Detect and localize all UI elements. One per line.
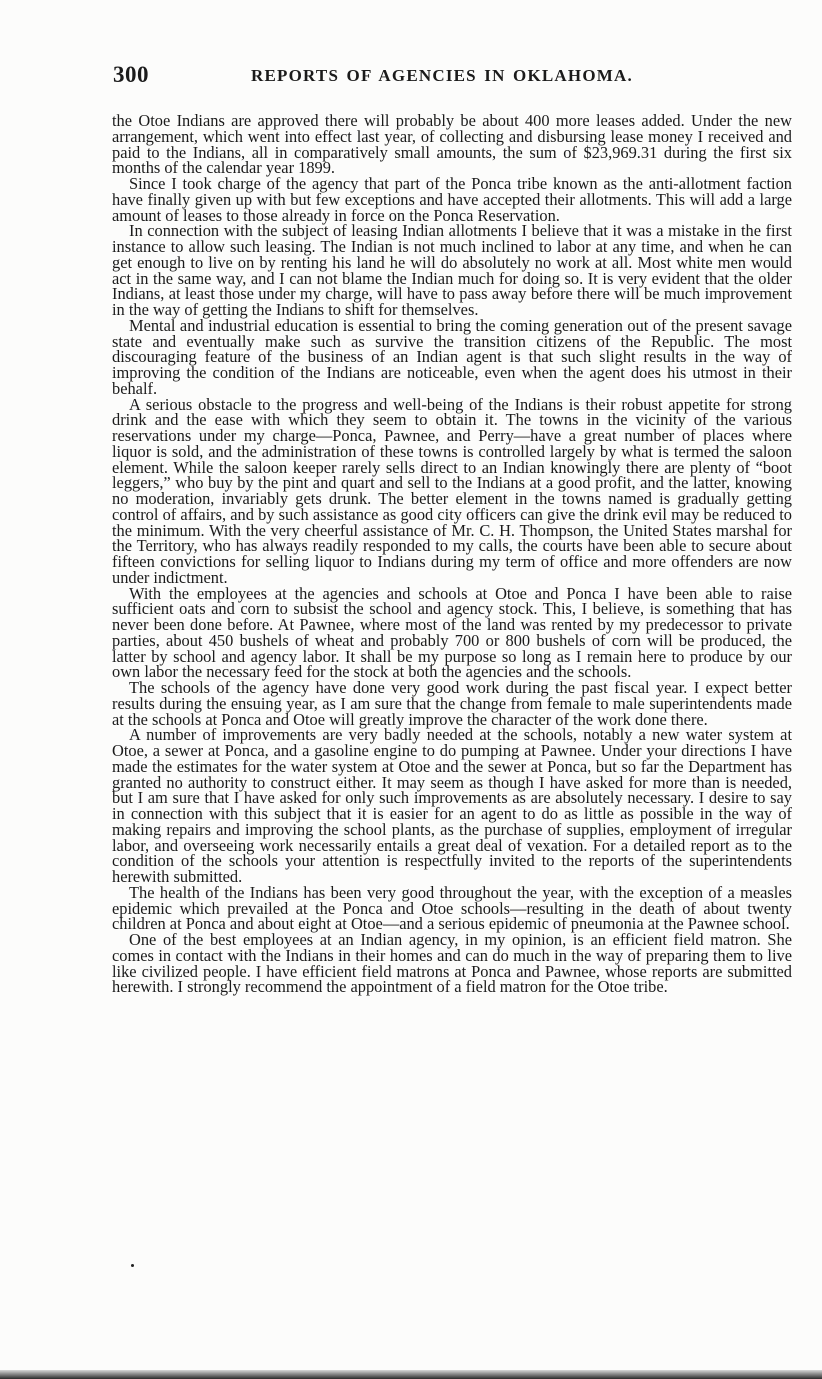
scan-bottom-edge	[0, 1370, 822, 1379]
paragraph-leasing-mistake: In connection with the subject of leasing Indian allotments I believe that it was a mistake in the first instance to allow such leasing. The Indian is not much inclined to labor at any time, and when he can get enough to live on by renting his land he will do absolutely no work at all. Most white men would act in the same way, and I can not blame the Indian much for doing so. It is very evident that the older Indians, at least those under my charge, will have to pass away before there will be much improvement in the way of getting the Indians to shift for themselves.	[112, 221, 792, 319]
paragraph-education: Mental and industrial education is essential to bring the coming generation out of the present savage state and eventually make such as survive the transition citizens of the Republic. The most discouraging feature of the business of an Indian agent is that such slight results in the way of improving the condition of the Indians are noticeable, even when the agent does his utmost in their behalf.	[112, 315, 792, 398]
paragraph-health: The health of the Indians has been very good throughout the year, with the exception of a measles epidemic which prevailed at the Ponca and Otoe schools—resulting in the death of about twenty children at Ponca and about eight at Otoe—and a serious epidemic of pneumonia at the Pawnee school.	[112, 882, 792, 934]
paragraph-schools: The schools of the agency have done very good work during the past fiscal year. I expect better results during the ensuing year, as I am sure that the change from female to male superintendents made at the schools at Ponca and Otoe will greatly improve the character of the work done there.	[112, 678, 792, 729]
paragraph-field-matron: One of the best employees at an Indian agency, in my opinion, is an efficient field matron. She comes in contact with the Indians in their homes and can do much in the way of preparing them to live like civilized people. I have efficient field matrons at Ponca and Pawnee, whose reports are submitted herewith. I strongly recommend the appointment of a field matron for the Otoe tribe.	[112, 930, 792, 997]
paragraph-leases-continued: the Otoe Indians are approved there will probably be about 400 more leases added. Under the new arrangement, which went into effect last year, of collecting and disbursing lease money I received and paid to the Indians, all in comparatively small amounts, the sum of $23,969.31 during the first six months of the calendar year 1899.	[112, 111, 792, 178]
paragraph-improvements: A number of improvements are very badly needed at the schools, notably a new water system at Otoe, a sewer at Ponca, and a gasoline engine to do pumping at Pawnee. Under your directions I have made the estimates for the water system at Otoe and the sewer at Ponca, but so far the Department has granted no authority to construct either. It may seem as though I have asked for more than is needed, but I am sure that I have asked for only such improvements as are absolutely necessary. I desire to say in connection with this subject that it is easier for an agent to do as little as possible in the way of making repairs and improving the school plants, as the purchase of supplies, employment of irregular labor, and overseeing work necessarily entails a great deal of vexation. For a detailed report as to the condition of the schools your attention is respectfully invited to the reports of the superintendents herewith submitted.	[112, 725, 792, 886]
paragraph-liquor: A serious obstacle to the progress and well-being of the Indians is their robust appetite for strong drink and the ease with which they seem to obtain it. The towns in the vicinity of the various reservations under my charge—Ponca, Pawnee, and Perry—have a great number of places where liquor is sold, and the administration of these towns is controlled largely by what is termed the saloon element. While the saloon keeper rarely sells direct to an Indian knowingly there are plenty of “boot leggers,” who buy by the pint and quart and sell to the Indians at a good profit, and the latter, knowing no moderation, invariably gets drunk. The better element in the towns named is gradually getting control of affairs, and by such assistance as good city officers can give the drink evil may be reduced to the minimum. With the very cheerful assistance of Mr. C. H. Thompson, the United States marshal for the Territory, who has always readily responded to my calls, the courts have been able to secure about fifteen convictions for selling liquor to Indians during my term of office and more offenders are now under indictment.	[112, 394, 792, 587]
page-header	[113, 62, 793, 92]
running-title: REPORTS OF AGENCIES IN OKLAHOMA.	[251, 66, 633, 85]
paragraph-ponca-allotments: Since I took charge of the agency that part of the Ponca tribe known as the anti-allotment faction have finally given up with but few exceptions and have accepted their allotments. This will add a large amount of leases to those already in force on the Ponca Reservation.	[112, 174, 792, 225]
paragraph-crops: With the employees at the agencies and schools at Otoe and Ponca I have been able to raise sufficient oats and corn to subsist the school and agency stock. This, I believe, is something that has never been done before. At Pawnee, where most of the land was rented by my predecessor to private parties, about 450 bushels of wheat and probably 700 or 800 bushels of corn will be produced, the latter by school and agency labor. It shall be my purpose so long as I remain here to produce by our own labor the necessary feed for the stock at both the agencies and the schools.	[112, 583, 792, 682]
page-number: 300	[113, 62, 149, 87]
body-text	[112, 113, 792, 995]
ink-speck	[131, 1264, 134, 1267]
